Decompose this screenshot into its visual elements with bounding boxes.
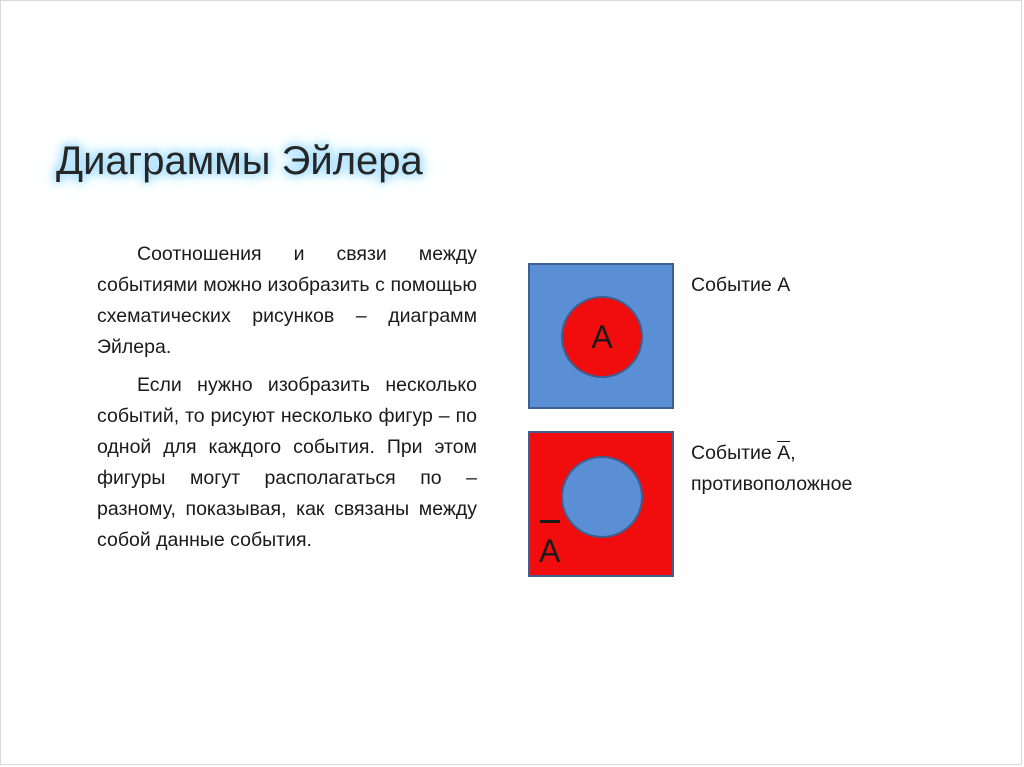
event-not-a-inner-circle [561, 456, 643, 538]
slide-title: Диаграммы Эйлера [56, 139, 423, 183]
body-text [97, 239, 477, 563]
event-not-a-caption-line2: противоположное [691, 473, 853, 495]
diagram-event-a [528, 263, 674, 409]
event-not-a-caption-line1 [691, 438, 852, 469]
event-a-circle [561, 296, 643, 378]
caption-symbol: А [777, 442, 791, 464]
not-a-outer-label: А [539, 533, 561, 569]
event-a-caption: Событие А [691, 274, 791, 296]
paragraph-1: Соотношения и связи между событиями можно изобразить с помощью схематических рисунков – диаграмм Эйлера. [97, 243, 477, 358]
event-not-a-caption [691, 438, 852, 500]
event-a-circle-label: А [591, 318, 613, 355]
diagram-event-not-a [528, 431, 674, 577]
caption-prefix: Событие [691, 442, 778, 464]
not-a-overline-bar [540, 520, 560, 523]
paragraph-2: Если нужно изобразить несколько событий, то рисуют несколько фигур – по одной для каждого события. При этом фигуры могут располагаться по – разному, показывая, как связаны между собой данные события. [97, 374, 477, 551]
caption-suffix: , [790, 442, 796, 464]
